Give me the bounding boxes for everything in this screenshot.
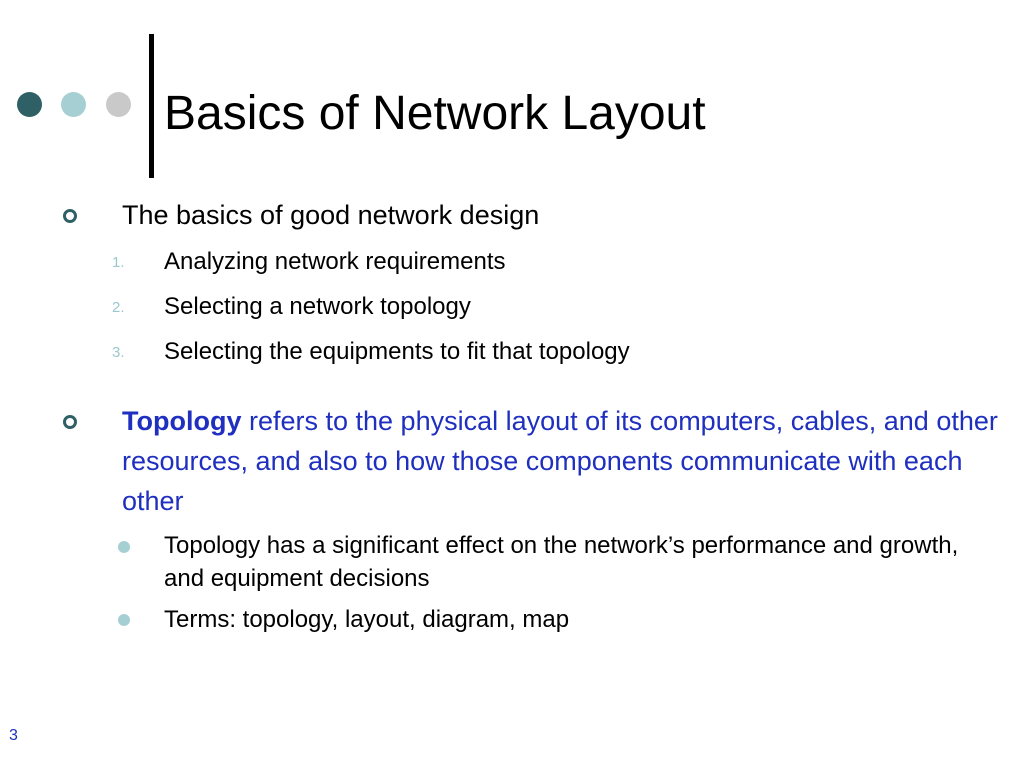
bullet-ring-icon	[63, 209, 77, 223]
list-item: Selecting a network topology	[164, 293, 471, 320]
slide-title: Basics of Network Layout	[164, 87, 706, 140]
list-number: 1.	[112, 254, 125, 271]
decorative-dot-light	[61, 92, 86, 117]
list-item: Analyzing network requirements	[164, 248, 506, 275]
sub-bullet-item: Topology has a significant effect on the network’s performance and growth, and equipment decisions	[164, 532, 959, 592]
title-divider	[149, 34, 154, 178]
topology-definition: refers to the physical layout of its computers, cables, and other resources, and also to how those components communicate with each other	[122, 406, 998, 516]
page-number: 3	[9, 727, 18, 744]
list-number: 3.	[112, 344, 125, 361]
bullet-1-text: The basics of good network design	[122, 200, 540, 230]
list-number: 2.	[112, 299, 125, 316]
bullet-2-text	[122, 401, 1002, 521]
decorative-dot-gray	[106, 92, 131, 117]
sub-bullet-dot-icon	[118, 541, 130, 553]
bullet-ring-icon	[63, 415, 77, 429]
decorative-dot-dark	[17, 92, 42, 117]
topology-term: Topology	[122, 406, 242, 436]
sub-bullet-item: Terms: topology, layout, diagram, map	[164, 606, 570, 633]
list-item: Selecting the equipments to fit that topology	[164, 338, 630, 365]
sub-bullet-dot-icon	[118, 614, 130, 626]
